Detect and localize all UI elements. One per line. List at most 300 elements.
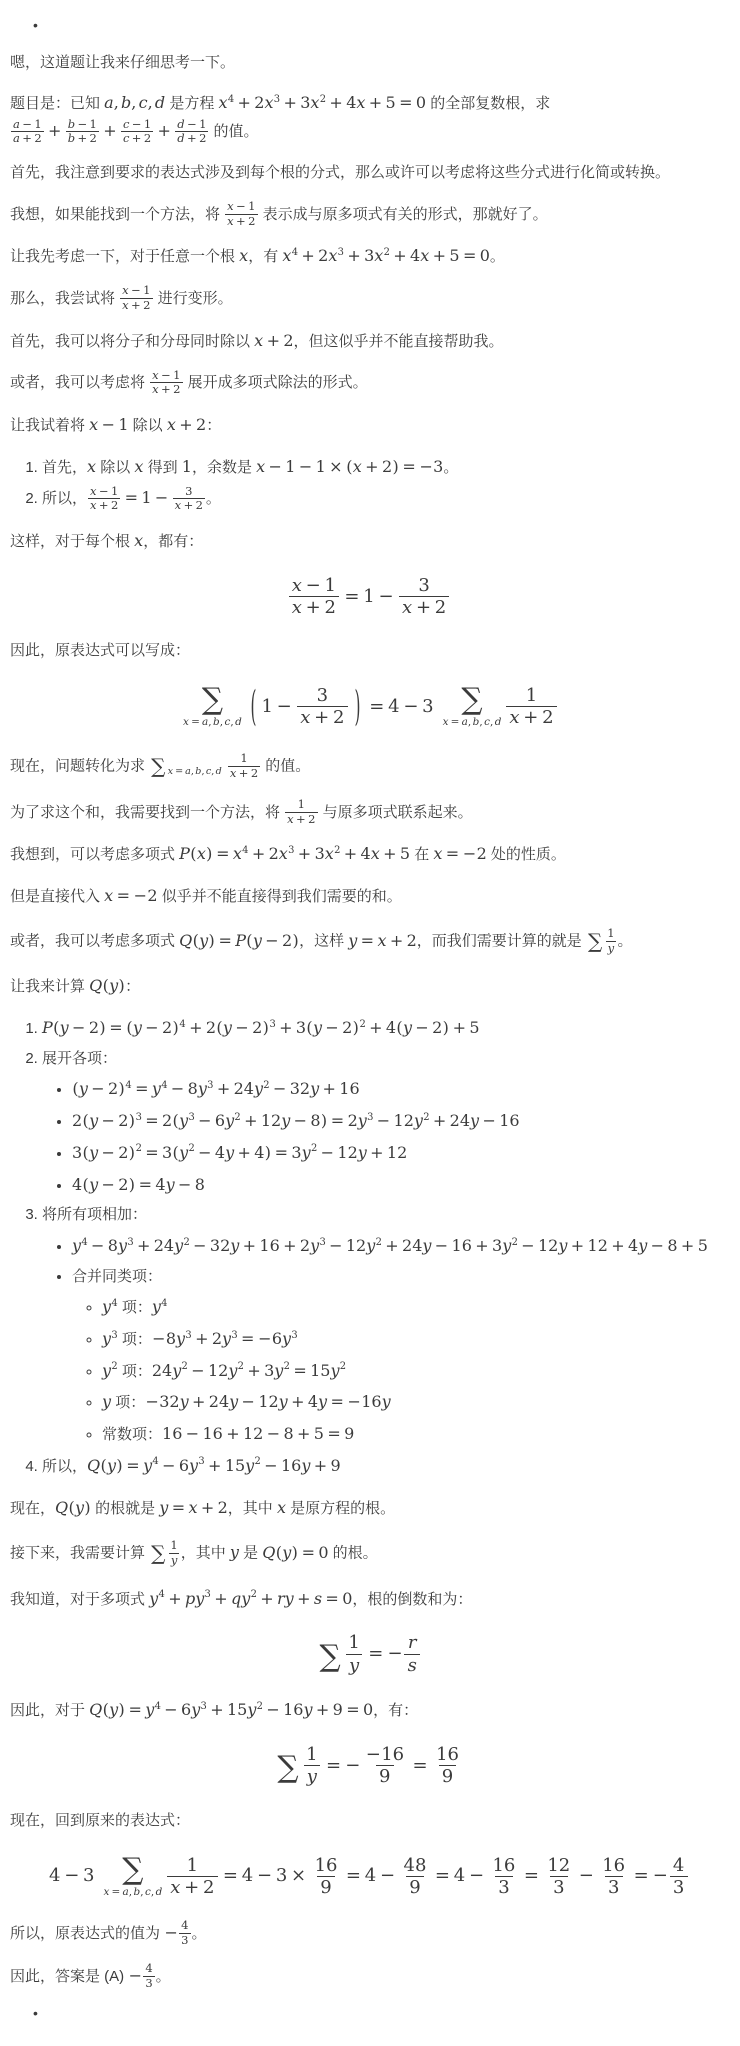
math-num: 4 (81, 1236, 88, 1248)
math-num: 8 (194, 1174, 205, 1194)
math-var: b (195, 765, 202, 777)
math-num: 9 (344, 1424, 355, 1444)
math-num: 2 (118, 1174, 129, 1194)
list-item (102, 1357, 728, 1386)
math-num: 5 (449, 246, 460, 266)
list-item (72, 1107, 728, 1136)
math-op: − (133, 886, 148, 906)
math-num: 24 (449, 1111, 471, 1131)
math-paren: ) (292, 930, 299, 950)
math-num: 9 (441, 1766, 454, 1788)
fraction (120, 284, 152, 312)
superscript (234, 1112, 240, 1123)
math-op: + (301, 246, 315, 266)
superscript (242, 845, 248, 856)
numbered-list (10, 1014, 728, 1480)
text-run: 现在，回到原来的表达式： (10, 1811, 191, 1829)
math-var: x (167, 765, 174, 777)
math-var: x (89, 414, 99, 434)
math-op: + (305, 597, 321, 619)
math-num: 16 (280, 1455, 302, 1475)
inline-math (89, 415, 128, 434)
math-num: 4 (242, 844, 249, 856)
math-var: y (301, 1455, 311, 1475)
math-num: 16 (451, 1235, 472, 1255)
math-var: x (122, 297, 129, 312)
math-op: − (91, 1235, 105, 1255)
paragraph (10, 50, 728, 76)
math-num: 12 (587, 1235, 608, 1255)
fraction (289, 575, 340, 618)
math-num: 2 (319, 93, 327, 105)
math-num: 2 (342, 1018, 353, 1038)
math-op: − (91, 1079, 105, 1099)
math-var: p (184, 1588, 196, 1608)
math-op: − (101, 1142, 115, 1162)
superscript (179, 1019, 185, 1030)
fraction (175, 118, 208, 146)
math-num: 3 (498, 1876, 510, 1898)
math-var: d (177, 131, 185, 146)
math-op: − (235, 1018, 249, 1038)
math-op: + (131, 297, 141, 312)
math-num: 32 (289, 1079, 311, 1099)
math-var: x (87, 456, 97, 476)
math-var: y (228, 1360, 238, 1380)
math-var: s (313, 1588, 323, 1608)
superscript (338, 247, 344, 258)
inline-math (239, 246, 248, 265)
fraction-numerator (289, 575, 340, 596)
text-run: 因此，原表达式可以写成： (10, 642, 191, 660)
text-run: 我想，如果能找到一个方法，将 (10, 205, 225, 223)
math-num: 12 (538, 1235, 559, 1255)
math-op: = (325, 1588, 339, 1608)
math-var: y (413, 1111, 423, 1131)
math-op: + (296, 811, 306, 826)
math-var: r (277, 1588, 285, 1608)
math-num: 3 (367, 1111, 374, 1123)
text-run: ，根的倒数和为： (352, 1590, 473, 1608)
paragraph (10, 1585, 728, 1613)
text-run: 进行变形。 (153, 289, 233, 307)
fraction (11, 118, 44, 146)
math-comma: , (147, 93, 153, 113)
math-var: y (470, 1111, 480, 1131)
paragraph (10, 284, 728, 313)
paragraph (10, 1962, 728, 1991)
math-op: + (244, 1111, 258, 1131)
sigma-symbol: ∑ (201, 682, 224, 718)
math-num: 1 (324, 574, 336, 596)
math-num: 5 (385, 93, 396, 113)
math-paren: ) (84, 1498, 91, 1518)
math-num: 12 (386, 1142, 408, 1162)
fraction-denominator (225, 214, 257, 229)
math-var: d (235, 716, 242, 729)
math-num: 5 (697, 1235, 708, 1255)
math-op: − (378, 585, 394, 607)
math-comma: , (201, 765, 205, 777)
text-run: 所以，原表达式的值为 (10, 1924, 165, 1942)
math-num: 4 (154, 1700, 161, 1712)
math-var: c (122, 116, 130, 131)
math-num: 2 (195, 498, 203, 513)
fraction-numerator (544, 1855, 573, 1876)
superscript (188, 1112, 194, 1123)
math-op: − (128, 1965, 143, 1985)
math-num: 1 (297, 797, 305, 812)
inline-math (89, 1700, 373, 1719)
math-num: 4 (227, 93, 235, 105)
math-num: 4 (346, 93, 357, 113)
inline-math (152, 1329, 298, 1348)
math-num: 4 (410, 246, 421, 266)
math-num: 2 (173, 382, 181, 397)
text-run: 项： (117, 1362, 152, 1380)
math-op: − (264, 1455, 278, 1475)
math-op: − (272, 1079, 287, 1099)
fraction-numerator (225, 200, 257, 214)
fraction-numerator (183, 485, 194, 499)
math-num: 1 (261, 695, 273, 717)
math-op: + (77, 131, 88, 146)
math-num: 1 (143, 283, 151, 298)
math-num: 4 (125, 1080, 132, 1092)
math-op: = (326, 1754, 342, 1776)
inline-math (145, 1392, 390, 1411)
math-op: + (297, 1424, 311, 1444)
inline-math (104, 93, 165, 112)
math-var: a (122, 1885, 129, 1898)
inline-math (119, 283, 153, 312)
math-op: − (578, 1865, 594, 1887)
math-op: + (383, 844, 397, 864)
fraction-denominator (150, 382, 182, 397)
fraction (399, 575, 450, 618)
math-num: 4 (155, 1174, 166, 1194)
text-run: 。 (617, 932, 633, 950)
math-var: y (303, 1700, 313, 1720)
math-var: r (407, 1632, 417, 1654)
math-var: y (174, 1235, 184, 1255)
math-op: + (216, 1079, 231, 1099)
fraction (228, 752, 260, 780)
math-comma: , (128, 1885, 133, 1898)
math-var: a (185, 765, 191, 777)
math-var: y (107, 1455, 117, 1475)
text-run: ，余数是 (191, 458, 257, 476)
math-num: 3 (198, 1456, 205, 1468)
math-num: 1 (240, 751, 248, 766)
fraction-numerator (345, 1632, 363, 1653)
text-run: ，但这似乎并不能直接帮助我。 (293, 332, 504, 350)
display-equation (10, 575, 728, 618)
fraction (150, 369, 182, 397)
math-op: − (64, 1865, 80, 1887)
math-var: a (104, 93, 114, 113)
math-op: − (265, 930, 279, 950)
paragraph (10, 882, 728, 910)
fraction-numerator (238, 752, 249, 766)
math-op: = (222, 1865, 238, 1887)
math-paren: ) (320, 1111, 328, 1131)
math-paren: ) (392, 456, 399, 476)
math-op: − (154, 488, 169, 508)
math-var: y (59, 1018, 69, 1038)
list-item (102, 1325, 728, 1354)
math-num: 3 (364, 246, 375, 266)
math-num: 3 (200, 1700, 207, 1712)
fraction (605, 927, 616, 955)
math-op: + (452, 1018, 466, 1038)
math-var: d (215, 765, 222, 777)
math-var: s (407, 1654, 417, 1676)
inline-math (164, 1918, 191, 1947)
inline-math (179, 844, 410, 863)
math-var: y (366, 1235, 376, 1255)
math-num: 15 (310, 1360, 331, 1380)
superscript (292, 247, 298, 258)
math-op: − (241, 1392, 255, 1412)
math-op: − (191, 1360, 205, 1380)
math-var: y (357, 1142, 367, 1162)
math-op: + (291, 1392, 305, 1412)
inline-math (72, 1079, 360, 1098)
math-num: 4 (161, 1297, 168, 1309)
math-op: = (191, 716, 200, 729)
fraction (433, 1744, 462, 1787)
inline-math (102, 1361, 118, 1380)
math-op: − (162, 1455, 176, 1475)
math-paren: ( (396, 1018, 403, 1038)
math-var: y (172, 1360, 182, 1380)
math-var: x (254, 330, 264, 350)
text-run: 。 (191, 1924, 207, 1942)
math-op: − (101, 1111, 115, 1131)
math-var: y (151, 1079, 161, 1099)
text-run: 展开成多项式除法的形式。 (183, 374, 368, 392)
list-item (42, 1452, 728, 1481)
math-var: x (89, 498, 97, 513)
math-num: 2 (89, 131, 97, 146)
inline-math (284, 797, 318, 826)
summation-limits (443, 716, 502, 729)
math-op: = (330, 1111, 345, 1131)
math-op: + (279, 1018, 293, 1038)
text-run: ，有： (373, 1702, 419, 1720)
math-num: 0 (415, 93, 427, 113)
inline-math (149, 751, 261, 780)
math-num: 1 (143, 116, 152, 131)
text-run: 似乎并不能直接得到我们需要的和。 (157, 888, 402, 906)
math-op: + (22, 131, 32, 146)
superscript (125, 1080, 131, 1091)
math-op: = (633, 1865, 649, 1887)
math-var: y (199, 930, 209, 950)
paragraph (10, 1696, 728, 1724)
math-paren: ( (102, 1700, 109, 1720)
math-var: y (310, 1079, 320, 1099)
superscript (161, 1298, 167, 1309)
math-var: x (300, 707, 311, 729)
display-equation (10, 1744, 728, 1788)
math-num: 3 (433, 456, 444, 476)
superscript (255, 1456, 261, 1467)
fraction-numerator (168, 1539, 179, 1553)
math-paren: ( (102, 976, 109, 996)
text-run: 除以 (96, 458, 135, 476)
math-num: 16 (259, 1235, 280, 1255)
fraction-denominator (399, 596, 450, 618)
list-item (102, 1293, 728, 1322)
math-num: 2 (332, 707, 345, 729)
math-op: + (315, 1700, 330, 1720)
math-var: x (370, 844, 380, 864)
math-num: 4 (672, 1854, 685, 1876)
math-paren: ) (118, 1079, 125, 1099)
math-num: 2 (237, 1361, 244, 1373)
math-num: 2 (111, 1361, 118, 1373)
math-op: + (136, 1235, 151, 1255)
text-run: 让我试着将 (10, 416, 90, 434)
math-paren: ( (126, 1018, 133, 1038)
math-num: 9 (320, 1876, 332, 1898)
fraction (506, 685, 557, 728)
math-num: 4 (161, 1080, 168, 1092)
math-op: = (126, 1455, 140, 1475)
list-bullet: • (33, 2005, 38, 2022)
list-item (72, 1232, 728, 1261)
inline-math (219, 93, 427, 112)
math-var: y (348, 1654, 360, 1676)
math-num: 2 (183, 1236, 190, 1248)
fraction-numerator (605, 927, 616, 941)
math-var: b (213, 716, 220, 729)
inline-math (102, 1392, 111, 1411)
math-var: y (225, 1111, 235, 1131)
math-var: y (72, 1235, 82, 1255)
math-num: 3 (291, 1329, 298, 1341)
math-op: − (347, 1392, 361, 1412)
math-paren: ( (82, 1142, 89, 1162)
math-num: 3 (422, 695, 434, 717)
math-num: 2 (381, 456, 393, 476)
paragraph (10, 972, 728, 1000)
math-paren: ( (346, 456, 353, 476)
math-num: 3 (185, 1329, 192, 1341)
math-num: 4 (72, 1174, 83, 1194)
math-op: + (237, 93, 251, 113)
inline-math (42, 1018, 480, 1037)
math-num: 16 (492, 1854, 516, 1876)
math-var: y (165, 1174, 175, 1194)
math-var: c (122, 131, 130, 146)
math-num: 2 (375, 1236, 382, 1248)
math-op: + (329, 93, 343, 113)
math-paren: ( (82, 1174, 89, 1194)
fraction-denominator (228, 766, 260, 781)
text-run: 。 (443, 458, 459, 476)
math-comma: , (219, 716, 224, 729)
math-op: − (468, 1865, 485, 1887)
math-op: − (298, 456, 313, 476)
paragraph (10, 411, 728, 439)
math-var: b (472, 716, 480, 729)
math-num: 2 (135, 1143, 142, 1155)
math-var: x (103, 1885, 110, 1898)
math-var: y (191, 1700, 201, 1720)
math-paren: ( (72, 1079, 79, 1099)
math-var: x (218, 93, 228, 113)
math-paren: ( (246, 930, 253, 950)
math-op: + (369, 1018, 383, 1038)
math-num: 4 (291, 246, 299, 258)
list-bullet: • (33, 17, 38, 33)
text-run: 项： (117, 1299, 152, 1317)
math-op: + (322, 1079, 336, 1099)
math-var: y (149, 1588, 159, 1608)
fraction-numerator (11, 118, 44, 132)
math-op: − (131, 116, 142, 131)
math-var: y (222, 1018, 232, 1038)
inline-math (152, 1297, 168, 1316)
math-num: 2 (143, 131, 152, 146)
math-paren: ) (262, 1018, 269, 1038)
math-var: y (284, 1588, 294, 1608)
text-run: 的值。 (261, 757, 311, 775)
summation-limits (183, 716, 242, 729)
math-op: + (238, 765, 249, 780)
inline-math (134, 531, 143, 550)
math-var: y (89, 1142, 99, 1162)
math-num: 1 (315, 456, 326, 476)
inline-math (282, 246, 490, 265)
math-num: 4 (360, 844, 371, 864)
math-num: 1 (248, 198, 256, 213)
math-var: x (442, 716, 449, 729)
inline-math (159, 1498, 228, 1517)
math-num: 3 (418, 574, 430, 596)
math-num: 3 (288, 844, 295, 856)
math-num: 4 (181, 1918, 189, 1933)
math-num: 4 (254, 1142, 265, 1162)
math-op: = (346, 1700, 360, 1720)
math-op: = (138, 1174, 153, 1194)
math-paren: ( (53, 1018, 60, 1038)
math-var: c (484, 716, 490, 729)
list-item (72, 1139, 728, 1168)
superscript (384, 247, 390, 258)
math-num: 16 (339, 1079, 360, 1099)
math-op: + (365, 456, 379, 476)
text-run: 是方程 (165, 95, 219, 113)
math-num: 4 (158, 1589, 165, 1601)
fraction (225, 200, 257, 228)
fraction-numerator (433, 1744, 462, 1765)
math-num: 2 (88, 1018, 99, 1038)
math-var: x (291, 597, 302, 619)
fraction (670, 1855, 688, 1898)
superscript (136, 1143, 142, 1154)
math-num: 2 (72, 1111, 83, 1131)
superscript (284, 1361, 290, 1372)
inline-math (72, 1143, 407, 1162)
math-num: 3 (231, 1329, 238, 1341)
math-var: x (282, 246, 292, 266)
math-num: 4 (388, 695, 400, 717)
fraction-numerator (150, 369, 182, 383)
